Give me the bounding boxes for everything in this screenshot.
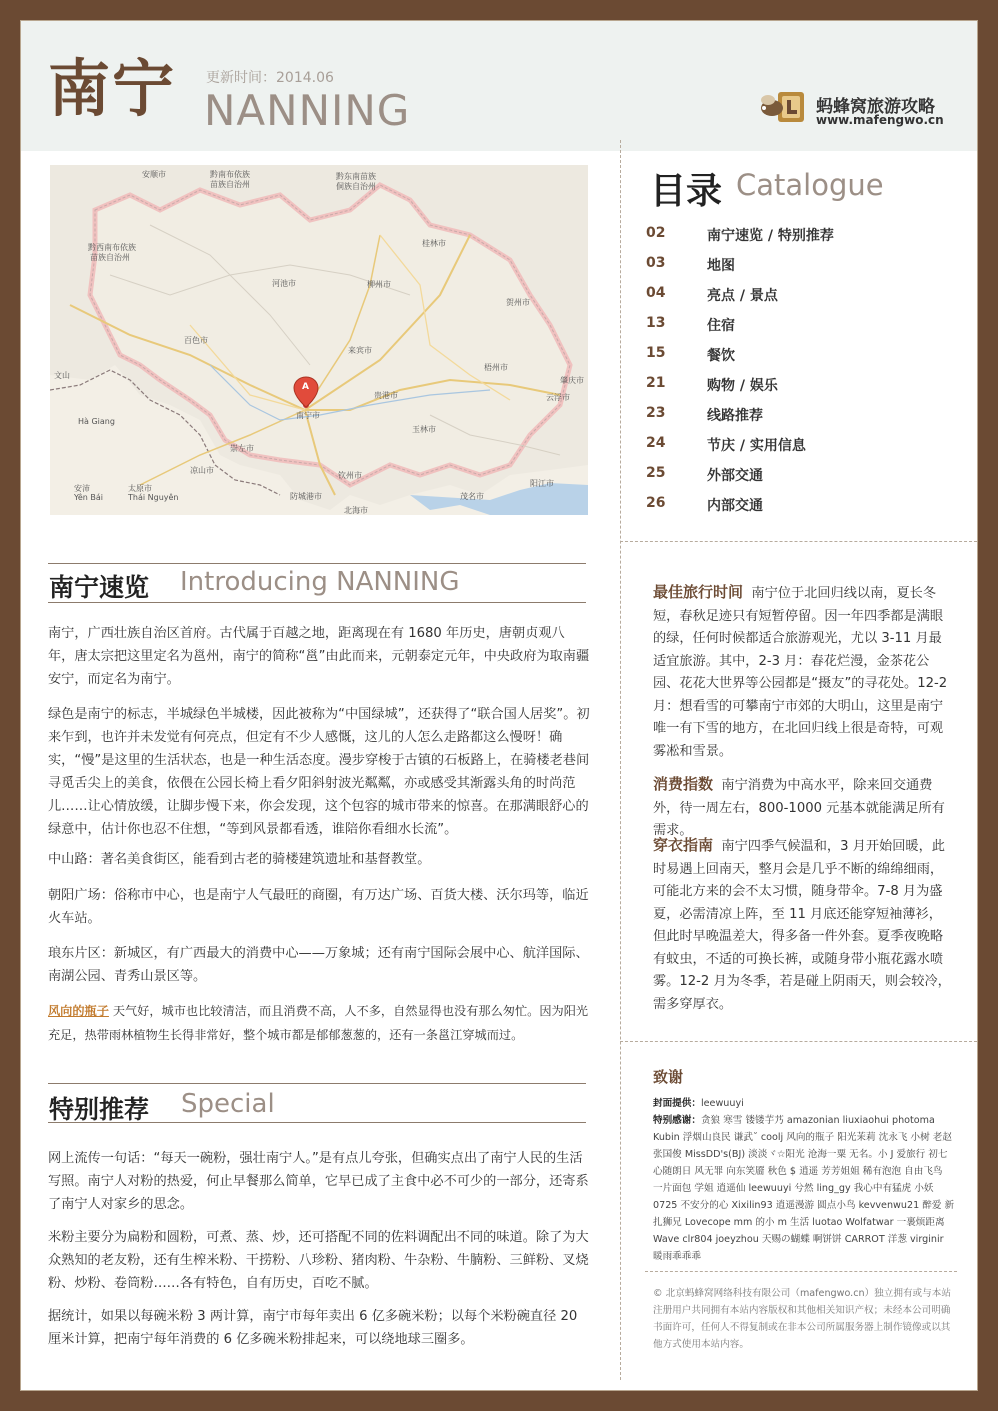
toc-page: 23 bbox=[646, 405, 666, 421]
bee-logo-icon bbox=[758, 88, 806, 128]
map-marker-label: A bbox=[302, 382, 309, 392]
intro-rule-bottom bbox=[48, 602, 586, 603]
toc-page: 24 bbox=[646, 435, 666, 451]
toc-item[interactable] bbox=[646, 432, 956, 462]
map-graphic bbox=[50, 165, 588, 515]
toc-title: 节庆 / 实用信息 bbox=[707, 438, 806, 454]
map-label: 苗族自治州 bbox=[210, 180, 250, 189]
special-rule-bottom bbox=[48, 1122, 586, 1123]
map-label: 侗族自治州 bbox=[336, 182, 376, 191]
best-time-text: 南宁位于北回归线以南，夏长冬短，春秋足迹只有短暂停留。因一年四季都是满眼的绿，任何时候都适合旅游观光，尤以 3-11 月最适宜旅游。其中，2-3 月：春花烂漫，金茶花公园、花花大世界等公园都是“摄友”的寻花处。12-2 月：想看雪的可攀南宁市郊的大明山，这里是南宁唯一有下雪的地方，在北回归线上很是奇特，可观雾凇和雪景。 bbox=[653, 586, 948, 759]
toc-item[interactable] bbox=[646, 402, 956, 432]
map-label: 北海市 bbox=[344, 506, 368, 515]
toc-title: 住宿 bbox=[707, 318, 735, 334]
map-label: 黔西南布依族 bbox=[88, 243, 136, 252]
special-thanks bbox=[653, 1112, 955, 1265]
map-label: 防城港市 bbox=[290, 492, 322, 501]
special-paragraph: 据统计，如果以每碗米粉 3 两计算，南宁市每年卖出 6 亿多碗米粉；以每个米粉碗直径 20 厘米计算，把南宁每年消费的 6 亿多碗米粉排起来，可以绕地球三圈多。 bbox=[48, 1309, 578, 1347]
clothing-text: 南宁四季气候温和，3 月开始回暖，此时易遇上回南天，整月会是几乎不断的绵绵细雨，可能北方来的会不太习惯，随身带伞。7-8 月为盛夏，必需清凉上阵，至 11 月底还能穿短袖薄衫，但此时早晚温差大，得多备一件外套。夏季夜晚略有蚊虫，不适的可换长裤，或随身带小瓶花露水喷雾。12-2 月为冬季，若是碰上阴雨天，则会较冷，需多穿厚衣。 bbox=[653, 839, 951, 1012]
catalogue-title-en: Catalogue bbox=[736, 168, 884, 202]
quote-text: 天气好，城市也比较清洁，而且消费不高，人不多，自然显得也没有那么匆忙。因为阳光充足，热带雨林植物生长得非常好，整个城市都是郁郁葱葱的，还有一条邕江穿城而过。 bbox=[48, 1004, 589, 1042]
map-label: 安顺市 bbox=[142, 170, 166, 179]
map-label: 安沛 bbox=[74, 484, 90, 493]
info-divider bbox=[620, 1041, 977, 1042]
toc-page: 02 bbox=[646, 225, 666, 241]
map-label: 桂林市 bbox=[422, 239, 446, 248]
cost-text: 南宁消费为中高水平，除来回交通费外，待一周左右，800-1000 元基本就能满足所有需求。 bbox=[653, 778, 945, 838]
thanks-title: 致谢 bbox=[653, 1068, 684, 1086]
thanks-divider bbox=[645, 1271, 957, 1272]
map-label: 肇庆市 bbox=[560, 376, 584, 385]
clothing-label: 穿衣指南 bbox=[653, 836, 714, 854]
toc-title: 购物 / 娱乐 bbox=[707, 378, 778, 394]
catalogue-divider bbox=[620, 541, 977, 542]
toc-item[interactable] bbox=[646, 312, 956, 342]
toc-page: 25 bbox=[646, 465, 666, 481]
toc-item[interactable] bbox=[646, 222, 956, 252]
map-label: Hà Giang bbox=[78, 417, 115, 426]
intro-rule bbox=[48, 563, 586, 564]
cover-credit-label: 封面提供： bbox=[653, 1098, 701, 1109]
special-paragraph: 网上流传一句话：“每天一碗粉，强壮南宁人。”是有点儿夸张，但确实点出了南宁人民的生活写照。南宁人对粉的热爱，何止早餐那么简单，它早已成了主食中必不可少的一部分，还寄系了南宁人对家乡的思念。 bbox=[48, 1151, 589, 1212]
map-label: 百色市 bbox=[184, 336, 208, 345]
map-label: 柳州市 bbox=[367, 280, 391, 289]
logo-name: 蚂蜂窝旅游攻略 bbox=[816, 97, 935, 117]
city-title-en: NANNING bbox=[204, 86, 411, 135]
toc-title: 地图 bbox=[707, 258, 735, 274]
special-thanks-label: 特别感谢： bbox=[653, 1115, 701, 1126]
toc-title: 南宁速览 / 特别推荐 bbox=[707, 228, 834, 244]
map-label: 太原市 bbox=[128, 484, 152, 493]
toc-item[interactable] bbox=[646, 372, 956, 402]
copyright-notice: © 北京蚂蜂窝网络科技有限公司（mafengwo.cn）独立拥有或与本站注册用户共同拥有本站内容版权和其他相关知识产权；未经本公司明确书面许可，任何人不得复制或在非本公司所属服务器上制作镜像或以其他方式使用本站内容。 bbox=[653, 1288, 951, 1350]
toc-item[interactable] bbox=[646, 252, 956, 282]
map-label: Yên Bái bbox=[74, 493, 103, 502]
city-title-cn: 南宁 bbox=[48, 52, 177, 125]
toc-page: 03 bbox=[646, 255, 666, 271]
intro-paragraph: 绿色是南宁的标志，半城绿色半城楼，因此被称为“中国绿城”，还获得了“联合国人居奖”。初来乍到，也许并未发觉有何亮点，但定有不少人感慨，这儿的人怎么走路都这么慢呀！确实，“慢”是这里的生活状态，也是一种生活态度。漫步穿梭于古镇的石板路上，在骑楼老巷间寻觅舌尖上的美食，依偎在公园长椅上看夕阳斜射波光粼粼，亦或感受其渐露头角的时尚范儿……让心情放缓，让脚步慢下来，你会发现，这个包容的城市带来的惊喜。在那满眼舒心的绿意中，估计你也忍不住想，“等到风景都看透，谁陪你看细水长流”。 bbox=[48, 707, 590, 837]
intro-title-en: Introducing NANNING bbox=[180, 567, 460, 597]
map-label: 阳江市 bbox=[530, 479, 554, 488]
special-thanks-names: 贪狼 寒雪 镂镂芋艿 amazonian liuxiaohui photoma Kubin 浮烟山良民 谦武˘ coolj 风向的瓶子 阳光茉莉 沈永飞 小树 老赵 张国俊 MissDD's(BJ) 淡淡ヾ☆阳光 沧海一粟 无名。小 J 爱旅行 初七 心随朗日 风无罪 向东笑靥 秋色 $ 逍遥 芳芳姐姐 稀有泡泡 自由飞鸟 一片面包 学姐 逍遥仙 leewuuyi 兮然 ling_gy 我心中有猛虎 小妖 0725 不安分的心 Xixilin93 逍遥漫游 圆点小鸟 kevvenwu21 醉爱 新扎狮兄 Lovecope mm 的小 m 生活 luotao Wolfatwar 一裹烦距离 Wave clr804 joeyzhou 天赐の蝴蝶 啊饼饼 CARROT 洋葱 virginir 暖雨乖乖乖 bbox=[653, 1115, 955, 1262]
traveler-quote bbox=[48, 999, 596, 1047]
map-label: 南宁市 bbox=[296, 411, 320, 420]
map-label: 梧州市 bbox=[484, 363, 508, 372]
update-time: 更新时间：2014.06 bbox=[206, 70, 334, 86]
map-label: 茂名市 bbox=[460, 492, 484, 501]
map-label: Thái Nguyên bbox=[128, 493, 179, 502]
toc-title: 亮点 / 景点 bbox=[707, 288, 778, 304]
toc-item[interactable] bbox=[646, 282, 956, 312]
clothing-block bbox=[653, 834, 955, 1016]
toc-item[interactable] bbox=[646, 462, 956, 492]
logo-url: www.mafengwo.cn bbox=[816, 113, 944, 127]
toc-page: 13 bbox=[646, 315, 666, 331]
map-label: 云浮市 bbox=[546, 393, 570, 402]
intro-paragraph: 朝阳广场：俗称市中心，也是南宁人气最旺的商圈，有万达广场、百货大楼、沃尔玛等，临近火车站。 bbox=[48, 888, 589, 926]
toc-title: 餐饮 bbox=[707, 348, 735, 364]
toc-title: 线路推荐 bbox=[707, 408, 763, 424]
toc-page: 04 bbox=[646, 285, 666, 301]
special-title-cn: 特别推荐 bbox=[49, 1095, 150, 1124]
toc-page: 15 bbox=[646, 345, 666, 361]
map-label: 凉山市 bbox=[190, 466, 214, 475]
map-label: 崇左市 bbox=[230, 444, 254, 453]
special-rule bbox=[48, 1083, 586, 1084]
cover-credit bbox=[653, 1095, 955, 1112]
toc-page: 26 bbox=[646, 495, 666, 511]
cover-credit-name: leewuuyi bbox=[700, 1098, 744, 1109]
column-divider bbox=[620, 140, 621, 1380]
intro-title-cn: 南宁速览 bbox=[49, 573, 150, 602]
map-label: 苗族自治州 bbox=[90, 253, 130, 262]
table-of-contents bbox=[646, 222, 956, 522]
quote-author[interactable]: 风向的瓶子 bbox=[48, 1004, 109, 1018]
mafengwo-logo[interactable] bbox=[758, 88, 958, 130]
cost-block bbox=[653, 773, 955, 843]
special-paragraph: 米粉主要分为扁粉和圆粉，可煮、蒸、炒，还可搭配不同的佐料调配出不同的味道。除了为大众熟知的老友粉，还有生榨米粉、干捞粉、八珍粉、猪肉粉、牛杂粉、牛腩粉、三鲜粉、叉烧粉、炒粉、卷筒粉……各有特色，自有历史，百吃不腻。 bbox=[48, 1230, 589, 1291]
map-label: 贺州市 bbox=[506, 298, 530, 307]
catalogue-title-cn: 目录 bbox=[650, 171, 723, 212]
intro-paragraph: 琅东片区：新城区，有广西最大的消费中心——万象城；还有南宁国际会展中心、航洋国际、南湖公园、青秀山景区等。 bbox=[48, 946, 589, 984]
toc-title: 外部交通 bbox=[707, 468, 763, 484]
intro-paragraph: 中山路：著名美食街区，能看到古老的骑楼建筑遗址和基督教堂。 bbox=[48, 852, 431, 867]
toc-item[interactable] bbox=[646, 342, 956, 372]
cost-label: 消费指数 bbox=[653, 775, 714, 793]
special-title-en: Special bbox=[181, 1089, 275, 1119]
toc-title: 内部交通 bbox=[707, 498, 763, 514]
map-label: 黔东南苗族 bbox=[336, 172, 376, 181]
best-time-block bbox=[653, 581, 955, 763]
map-label: 贵港市 bbox=[374, 391, 398, 400]
map-label: 玉林市 bbox=[412, 425, 436, 434]
map-label: 钦州市 bbox=[338, 471, 362, 480]
intro-paragraph: 南宁，广西壮族自治区首府。古代属于百越之地，距离现在有 1680 年历史，唐朝贞观八年，唐太宗把这里定名为邕州，南宁的简称“邕”由此而来，元朝泰定元年，中央政府为取南疆安宁，而定名为南宁。 bbox=[48, 626, 590, 687]
map-label: 黔南布依族 bbox=[210, 170, 250, 179]
toc-item[interactable] bbox=[646, 492, 956, 522]
best-time-label: 最佳旅行时间 bbox=[653, 583, 744, 601]
map-label: 来宾市 bbox=[348, 346, 372, 355]
nanning-map[interactable] bbox=[50, 165, 588, 515]
map-label: 文山 bbox=[54, 371, 70, 380]
map-label: 河池市 bbox=[272, 279, 296, 288]
toc-page: 21 bbox=[646, 375, 666, 391]
